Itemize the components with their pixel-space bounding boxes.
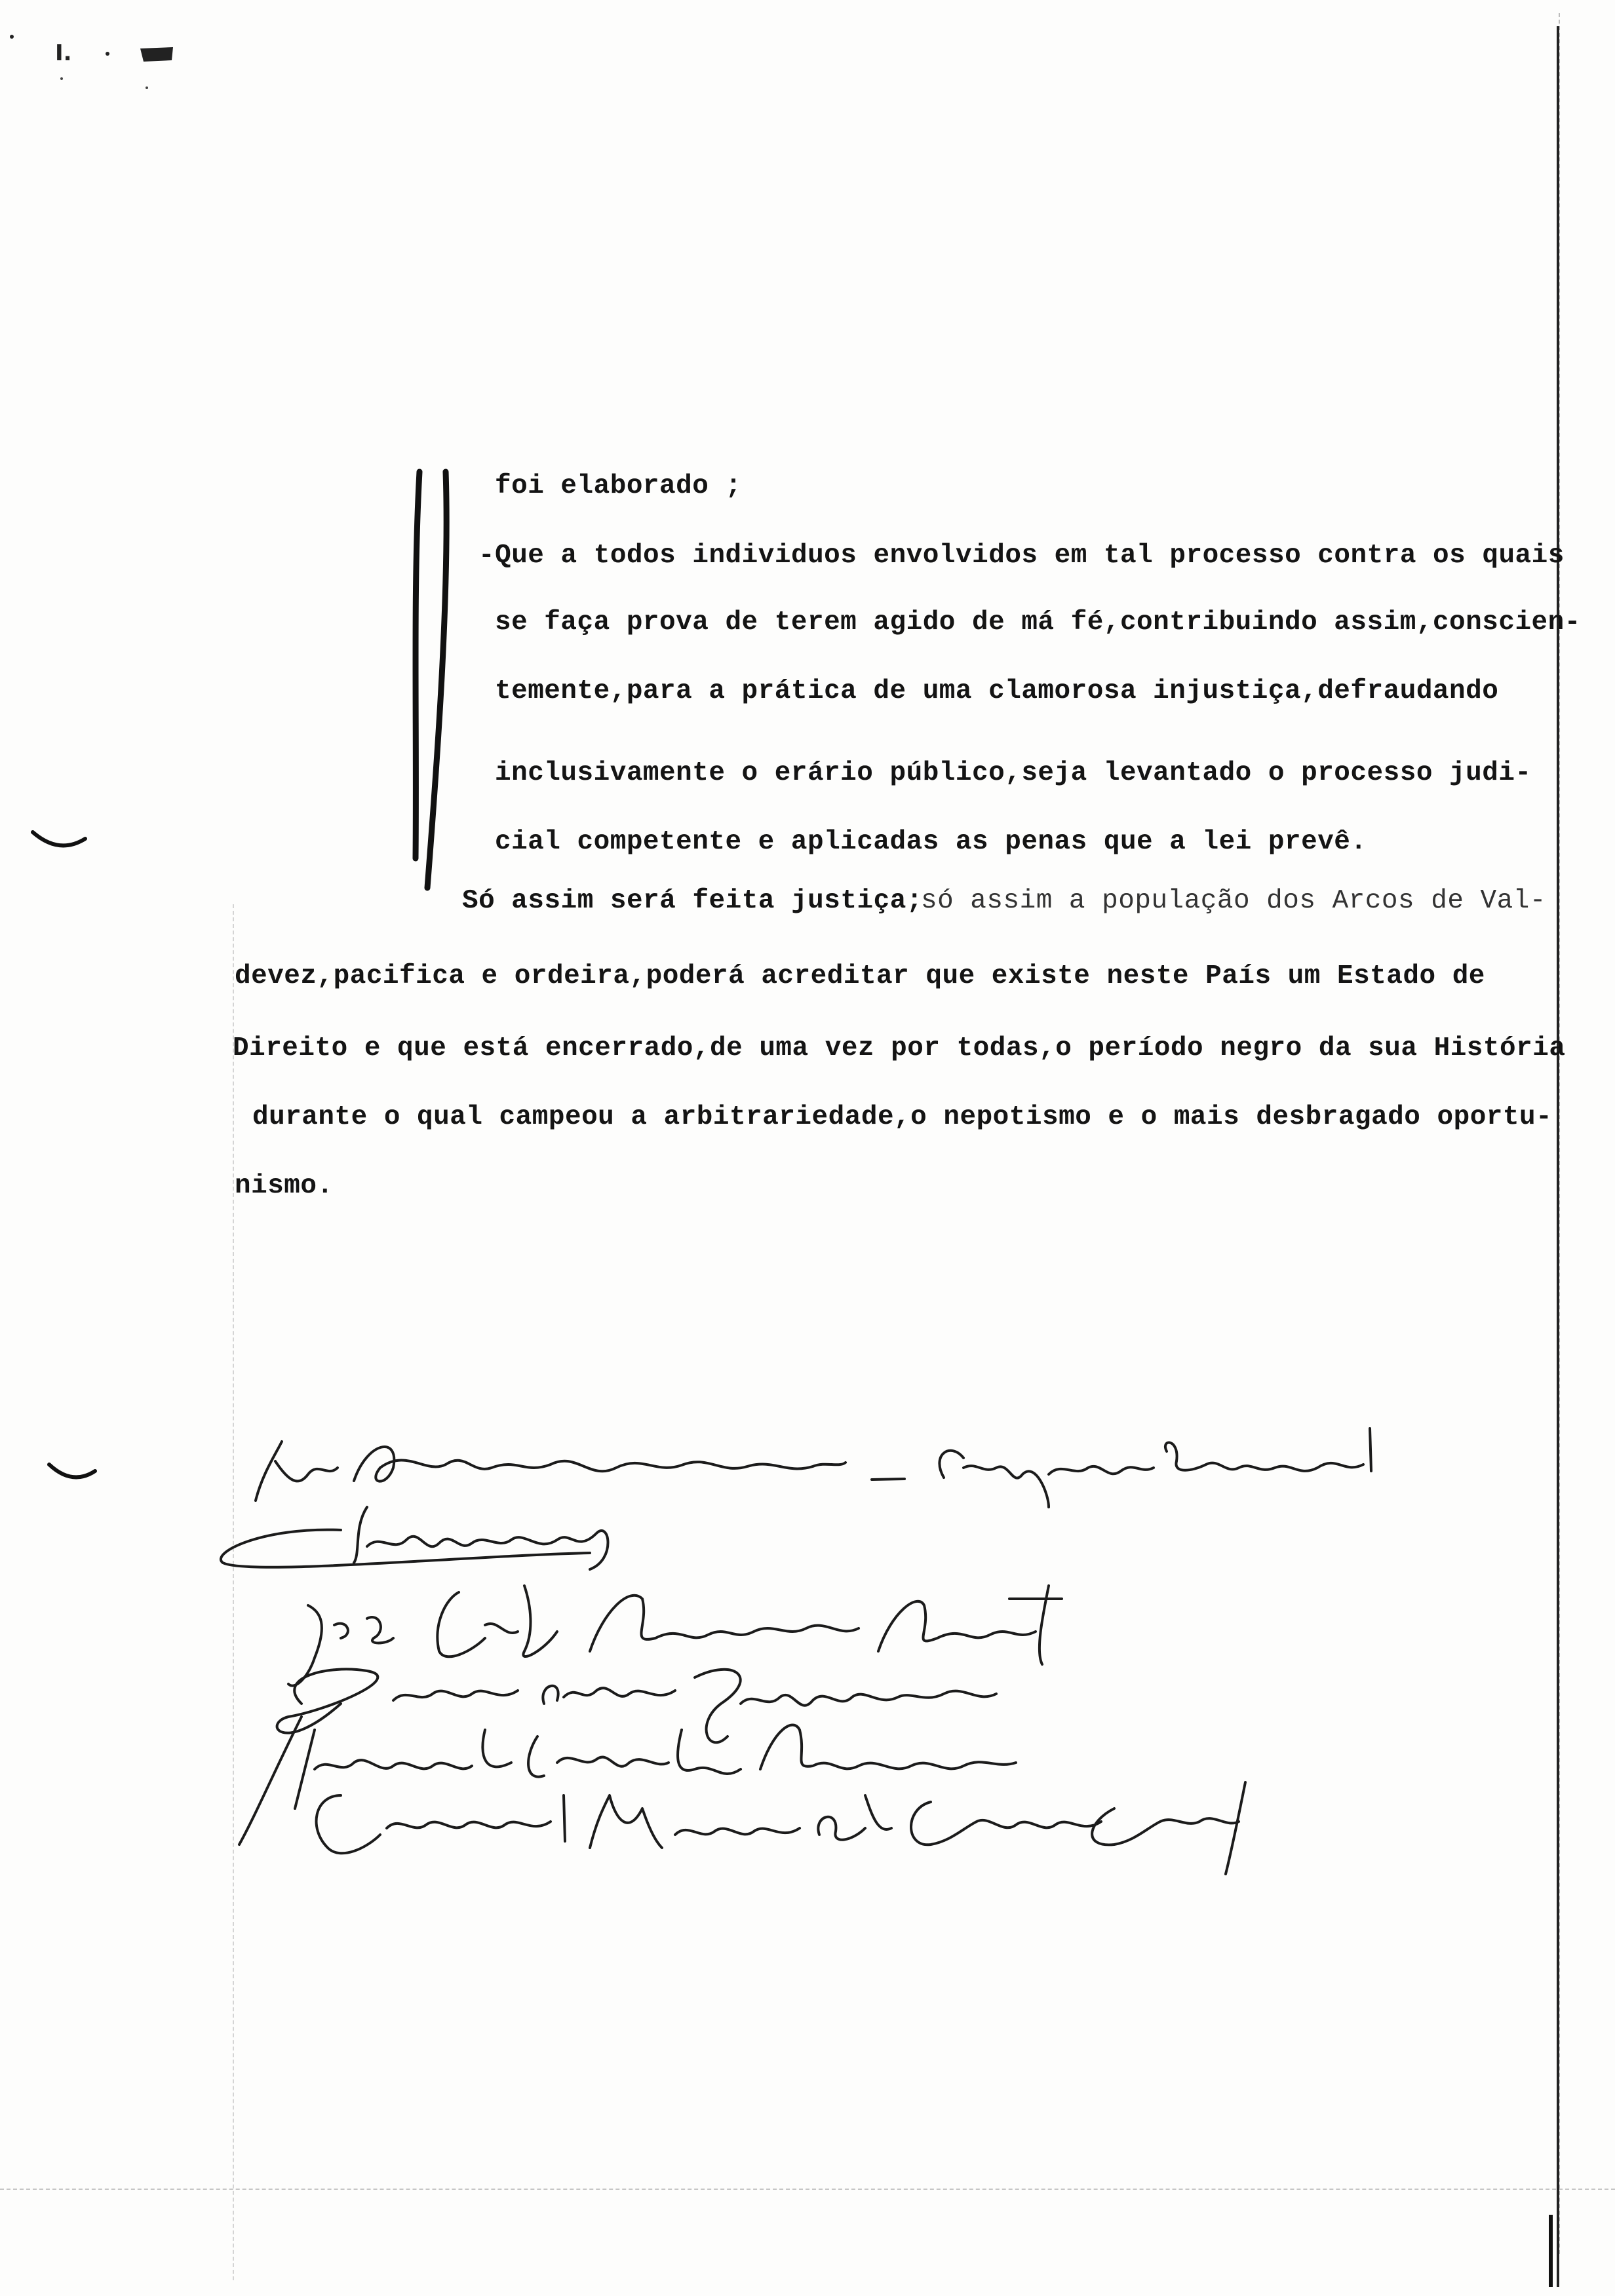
scan-edge-line	[233, 904, 234, 2280]
paragraph-line: cial competente e aplicadas as penas que a lei prevê.	[495, 827, 1367, 857]
scan-edge-line	[1559, 13, 1560, 2254]
signature-4	[277, 1669, 996, 1742]
paragraph-line: -Que a todos individuos envolvidos em tal processo contra os quais	[478, 541, 1565, 571]
paragraph-line: se faça prova de terem agido de má fé,contribuindo assim,conscien-	[495, 607, 1581, 638]
signature-3	[288, 1586, 1062, 1686]
scan-marks	[9, 34, 206, 100]
paragraph-line: temente,para a prática de uma clamorosa injustiça,defraudando	[495, 676, 1499, 706]
closing-line: só assim a população dos Arcos de Val-	[921, 886, 1546, 916]
closing-line: Só assim será feita justiça;	[462, 886, 923, 916]
paragraph-line: inclusivamente o erário público,seja levantado o processo judi-	[495, 758, 1532, 788]
svg-text:I.: I.	[55, 40, 72, 66]
closing-line: nismo.	[235, 1171, 334, 1201]
closing-line: Direito e que está encerrado,de uma vez por todas,o período negro da sua História	[233, 1033, 1566, 1063]
signature-2	[221, 1507, 608, 1569]
signature-1	[256, 1428, 1371, 1507]
scan-edge-line	[0, 2189, 1615, 2190]
signature-6	[317, 1782, 1245, 1874]
closing-line: durante o qual campeou a arbitrariedade,o nepotismo e o mais desbragado oportu-	[252, 1102, 1553, 1132]
signature-5	[295, 1725, 1016, 1809]
closing-line: devez,pacifica e ordeira,poderá acreditar que existe neste País um Estado de	[235, 961, 1485, 991]
paragraph-line: foi elaborado ;	[495, 471, 742, 501]
